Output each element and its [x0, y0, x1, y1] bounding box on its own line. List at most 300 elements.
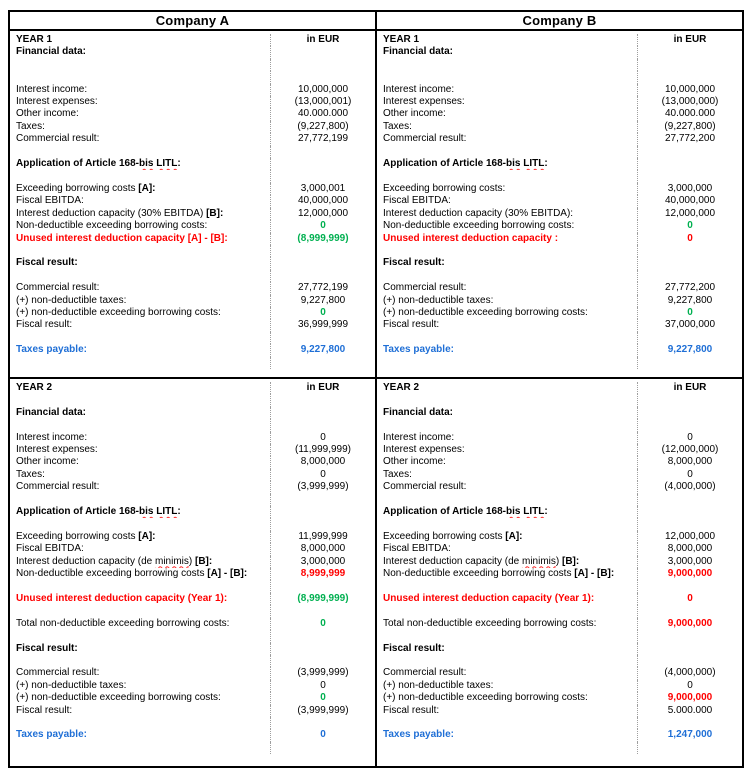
row-label	[377, 494, 637, 506]
row-value: 27,772,199	[270, 282, 375, 294]
row-value	[637, 257, 742, 269]
row-label: Non-deductible exceeding borrowing costs:	[16, 220, 208, 232]
row-label: (+) non-deductible exceeding borrowing costs:	[16, 692, 221, 704]
spacer-row	[377, 170, 742, 182]
data-row	[377, 432, 742, 444]
data-row	[10, 469, 375, 481]
row-label	[10, 568, 270, 580]
data-row	[10, 556, 375, 568]
spacer-row	[377, 146, 742, 158]
spellcheck-underlined-text: bis	[138, 506, 154, 518]
data-row	[377, 307, 742, 319]
label-text: Interest deduction capacity (30% EBITDA)	[16, 207, 207, 219]
row-value: 40,000,000	[270, 195, 375, 207]
row-value	[270, 419, 375, 431]
row-value	[270, 717, 375, 729]
row-value	[637, 394, 742, 406]
row-label: Commercial result:	[16, 481, 100, 493]
row-value	[637, 170, 742, 182]
spacer-row	[10, 580, 375, 592]
row-label: Fiscal EBITDA:	[383, 195, 451, 207]
row-value: (9,227,800)	[637, 121, 742, 133]
row-value: 9,000,000	[637, 568, 742, 580]
row-value: (4,000,000)	[637, 481, 742, 493]
spellcheck-underlined-text: LITL	[156, 506, 178, 518]
row-label	[10, 71, 270, 83]
panel-b-year2-section	[377, 379, 742, 766]
row-value: 8,000,000	[270, 456, 375, 468]
data-row	[10, 692, 375, 704]
row-value	[270, 630, 375, 642]
row-value: 9,227,800	[270, 295, 375, 307]
data-row	[10, 208, 375, 220]
section-title-row	[10, 46, 375, 58]
label-text: [A]:	[138, 530, 156, 542]
row-label: Financial data:	[383, 46, 454, 58]
row-value: (9,227,800)	[270, 121, 375, 133]
data-row	[377, 84, 742, 96]
row-value	[270, 245, 375, 257]
row-label: Total non-deductible exceeding borrowing costs:	[383, 617, 597, 629]
row-label: Commercial result:	[16, 667, 100, 679]
row-label	[10, 717, 270, 729]
data-row	[10, 84, 375, 96]
label-text: [A]:	[138, 182, 156, 194]
row-value	[270, 71, 375, 83]
spacer-row	[377, 630, 742, 642]
label-text: Exceeding borrowing costs	[383, 530, 506, 542]
section-title-row	[10, 407, 375, 419]
row-label	[10, 245, 270, 257]
data-row	[10, 282, 375, 294]
row-label: Interest expenses:	[383, 96, 465, 108]
label-text: :	[544, 506, 548, 518]
row-label	[377, 332, 637, 344]
row-value: 0	[270, 729, 375, 741]
row-value: (13,000,000)	[637, 96, 742, 108]
row-label: Fiscal result:	[16, 704, 73, 716]
row-label: Fiscal result:	[16, 319, 73, 331]
row-value: 11,999,999	[270, 531, 375, 543]
row-value	[637, 332, 742, 344]
data-row	[10, 667, 375, 679]
row-value: (3,999,999)	[270, 705, 375, 717]
data-row	[377, 121, 742, 133]
row-label: Financial data:	[16, 406, 87, 418]
row-label: (+) non-deductible taxes:	[16, 294, 127, 306]
row-label: Financial data:	[383, 406, 454, 418]
row-label: Fiscal result:	[16, 257, 78, 269]
spellcheck-underlined-text: LITL	[156, 158, 178, 170]
row-value	[637, 605, 742, 617]
row-label: Commercial result:	[16, 133, 100, 145]
section-title-row	[10, 158, 375, 170]
row-value: 0	[637, 307, 742, 319]
row-value: 3,000,000	[270, 556, 375, 568]
row-label: Commercial result:	[383, 667, 467, 679]
row-value	[637, 506, 742, 518]
row-value: 10,000,000	[637, 84, 742, 96]
row-value: 8,000,000	[637, 456, 742, 468]
data-row	[377, 319, 742, 331]
spacer-row	[377, 419, 742, 431]
row-value: 12,000,000	[637, 208, 742, 220]
data-row	[10, 121, 375, 133]
row-label	[10, 655, 270, 667]
data-row	[10, 705, 375, 717]
row-label: Commercial result:	[383, 481, 467, 493]
data-row	[10, 568, 375, 580]
spacer-row	[10, 394, 375, 406]
row-value: (12,000,000)	[637, 444, 742, 456]
row-label: Fiscal result:	[383, 642, 445, 654]
row-label: Fiscal result:	[383, 257, 445, 269]
row-label: Interest income:	[16, 83, 88, 95]
row-value	[270, 494, 375, 506]
row-value	[270, 170, 375, 182]
row-label: YEAR 2	[383, 381, 420, 393]
data-row	[377, 469, 742, 481]
spacer-row	[10, 270, 375, 282]
section-title-row	[10, 643, 375, 655]
data-row	[10, 195, 375, 207]
year-header-row	[377, 382, 742, 394]
label-text: [A] - [B]:	[574, 568, 615, 580]
company-a-panel	[10, 12, 375, 766]
row-label: Interest expenses:	[16, 444, 98, 455]
spacer-row	[10, 332, 375, 344]
row-label: Taxes:	[16, 120, 45, 132]
label-text: )	[188, 555, 195, 567]
row-label: Interest deduction capacity (30% EBITDA):	[383, 207, 574, 219]
row-label: Commercial result:	[383, 282, 467, 294]
row-value	[637, 419, 742, 431]
data-row	[377, 680, 742, 692]
row-value	[637, 59, 742, 71]
row-value	[637, 742, 742, 754]
data-row	[10, 183, 375, 195]
spacer-row	[10, 59, 375, 71]
spacer-row	[10, 419, 375, 431]
data-row	[377, 729, 742, 741]
section-title-row	[377, 46, 742, 58]
row-label: Other income:	[16, 456, 79, 468]
label-text: Application of Article 168-	[383, 158, 506, 170]
data-row	[377, 556, 742, 568]
panel-a-year2-section	[10, 379, 375, 766]
company-b-panel	[375, 12, 742, 766]
label-text: Interest deduction capacity (de	[383, 555, 522, 567]
spacer-row	[10, 518, 375, 530]
row-value	[637, 357, 742, 369]
row-label	[10, 357, 270, 369]
row-label	[377, 556, 637, 568]
data-row	[377, 531, 742, 543]
row-label	[377, 394, 637, 406]
row-label: Fiscal result:	[383, 319, 440, 331]
data-row	[377, 282, 742, 294]
spacer-row	[377, 518, 742, 530]
row-label	[10, 506, 270, 518]
row-value	[270, 605, 375, 617]
row-value	[270, 270, 375, 282]
row-label: Fiscal EBITDA:	[16, 543, 84, 555]
data-row	[377, 233, 742, 245]
data-row	[10, 481, 375, 493]
spellcheck-underlined-text: bis	[505, 158, 521, 170]
data-row	[377, 456, 742, 468]
spacer-row	[10, 494, 375, 506]
row-value	[637, 245, 742, 257]
row-value	[637, 643, 742, 655]
row-value: (8,999,999)	[270, 233, 375, 245]
data-row	[10, 729, 375, 741]
row-label	[10, 394, 270, 406]
data-row	[10, 432, 375, 444]
row-label	[377, 630, 637, 642]
row-value: 8,000,000	[637, 543, 742, 555]
data-row	[377, 618, 742, 630]
row-label	[377, 531, 637, 543]
row-label: Unused interest deduction capacity (Year 1):	[16, 592, 228, 604]
row-value	[637, 655, 742, 667]
row-value: 27,772,199	[270, 133, 375, 145]
row-value	[637, 71, 742, 83]
row-value	[637, 407, 742, 419]
row-label	[10, 518, 270, 530]
row-value: 27,772,200	[637, 133, 742, 145]
data-row	[10, 531, 375, 543]
row-value: 3,000,000	[637, 556, 742, 568]
row-label	[10, 146, 270, 158]
data-row	[10, 543, 375, 555]
spacer-row	[10, 357, 375, 369]
row-label: Taxes:	[383, 120, 412, 132]
row-value: in EUR	[270, 382, 375, 394]
row-value: 9,000,000	[637, 692, 742, 704]
label-text: :	[544, 158, 548, 170]
spacer-row	[377, 245, 742, 257]
comparison-table	[8, 10, 744, 768]
row-value: 40.000.000	[637, 108, 742, 120]
spacer-row	[10, 605, 375, 617]
spacer-row	[377, 742, 742, 754]
row-value	[637, 717, 742, 729]
row-value: 12,000,000	[637, 531, 742, 543]
section-title-row	[377, 257, 742, 269]
row-label	[10, 208, 270, 220]
data-row	[377, 208, 742, 220]
label-text: Interest deduction capacity (de	[16, 555, 155, 567]
row-label: Commercial result:	[383, 133, 467, 145]
row-label: Taxes:	[383, 468, 412, 480]
row-value: 0	[270, 692, 375, 704]
row-value: 9,227,800	[637, 344, 742, 356]
row-label	[10, 158, 270, 170]
row-value	[270, 357, 375, 369]
row-label	[377, 580, 637, 592]
spacer-row	[10, 742, 375, 754]
row-label: Exceeding borrowing costs:	[383, 182, 506, 194]
label-text: [B]:	[206, 207, 224, 219]
spacer-row	[10, 245, 375, 257]
row-label: (+) non-deductible taxes:	[383, 294, 494, 306]
row-value: 0	[637, 680, 742, 692]
data-row	[377, 593, 742, 605]
data-row	[10, 96, 375, 108]
data-row	[377, 133, 742, 145]
row-label	[377, 568, 637, 580]
spacer-row	[10, 170, 375, 182]
data-row	[377, 667, 742, 679]
spellcheck-underlined-text: LITL	[523, 506, 545, 518]
label-text: Non-deductible exceeding borrowing costs	[383, 568, 575, 580]
row-label	[10, 59, 270, 71]
spellcheck-underlined-text: minimis	[521, 555, 556, 567]
spacer-row	[10, 655, 375, 667]
row-label: Interest expenses:	[16, 96, 98, 108]
row-label	[10, 270, 270, 282]
row-value: 1,247,000	[637, 729, 742, 741]
row-value: 40,000,000	[637, 195, 742, 207]
row-value: 27,772,200	[637, 282, 742, 294]
row-value: 9,227,800	[637, 295, 742, 307]
row-label	[377, 655, 637, 667]
section-title-row	[377, 506, 742, 518]
row-value	[637, 630, 742, 642]
row-value	[270, 394, 375, 406]
row-label: Unused interest deduction capacity [A] - [B]:	[16, 232, 228, 244]
data-row	[377, 692, 742, 704]
row-label	[10, 531, 270, 543]
label-text: [B]:	[561, 555, 580, 567]
label-text: Application of Article 168-	[383, 506, 506, 518]
row-value: 8,999,999	[270, 568, 375, 580]
row-label	[377, 605, 637, 617]
row-label	[377, 158, 637, 170]
panel-a-year1-section	[10, 31, 375, 379]
row-label	[377, 59, 637, 71]
data-row	[10, 680, 375, 692]
row-label: Unused interest deduction capacity (Year 1):	[383, 592, 595, 604]
row-value: (13,000,001)	[270, 96, 375, 108]
row-label: Interest income:	[383, 83, 455, 95]
row-label: Interest income:	[383, 431, 455, 443]
spacer-row	[377, 394, 742, 406]
row-value: 0	[637, 220, 742, 232]
row-value: 10,000,000	[270, 84, 375, 96]
row-label: Fiscal result:	[16, 642, 78, 654]
company-a-title: Company A	[10, 12, 375, 31]
year-header-row	[10, 34, 375, 46]
row-label	[377, 357, 637, 369]
row-value: (8,999,999)	[270, 593, 375, 605]
data-row	[377, 183, 742, 195]
row-label: Other income:	[16, 108, 79, 120]
row-label: Taxes payable:	[16, 344, 87, 356]
spacer-row	[377, 655, 742, 667]
row-label	[377, 146, 637, 158]
row-label	[377, 717, 637, 729]
data-row	[377, 220, 742, 232]
row-label: Other income:	[383, 108, 446, 120]
row-label: Fiscal result:	[383, 704, 440, 716]
row-value: 0	[270, 680, 375, 692]
row-label: Taxes payable:	[16, 729, 87, 741]
row-value: 3,000,001	[270, 183, 375, 195]
row-value	[270, 580, 375, 592]
row-value	[270, 146, 375, 158]
row-value: 8,000,000	[270, 543, 375, 555]
row-value: 9,000,000	[637, 618, 742, 630]
data-row	[10, 295, 375, 307]
row-value	[270, 655, 375, 667]
row-value: 0	[270, 432, 375, 444]
row-value: 5.000.000	[637, 705, 742, 717]
row-value: 0	[270, 469, 375, 481]
row-label: Unused interest deduction capacity :	[383, 232, 559, 244]
data-row	[10, 220, 375, 232]
row-label: (+) non-deductible taxes:	[383, 679, 494, 691]
data-row	[10, 307, 375, 319]
row-value	[637, 270, 742, 282]
row-value	[637, 518, 742, 530]
company-b-title: Company B	[377, 12, 742, 31]
row-label	[377, 518, 637, 530]
row-label	[10, 742, 270, 754]
spacer-row	[10, 71, 375, 83]
row-value	[270, 46, 375, 58]
spacer-row	[377, 357, 742, 369]
row-value	[270, 506, 375, 518]
row-label: Interest expenses:	[383, 444, 465, 455]
row-label: YEAR 1	[383, 34, 420, 45]
row-label	[10, 494, 270, 506]
data-row	[377, 344, 742, 356]
row-value: (11,999,999)	[270, 444, 375, 456]
row-value: (3,999,999)	[270, 481, 375, 493]
row-value: 0	[270, 307, 375, 319]
data-row	[377, 705, 742, 717]
row-value	[637, 158, 742, 170]
row-label: (+) non-deductible exceeding borrowing costs:	[383, 306, 588, 318]
row-label	[10, 183, 270, 195]
row-value: 0	[270, 220, 375, 232]
year-header-row	[377, 34, 742, 46]
row-value: 9,227,800	[270, 344, 375, 356]
row-label: Total non-deductible exceeding borrowing costs:	[16, 617, 230, 629]
row-label: YEAR 2	[16, 381, 53, 393]
data-row	[10, 593, 375, 605]
spacer-row	[377, 717, 742, 729]
row-label	[377, 71, 637, 83]
data-row	[377, 108, 742, 120]
row-value	[637, 146, 742, 158]
row-value	[270, 518, 375, 530]
row-value	[270, 59, 375, 71]
spacer-row	[377, 605, 742, 617]
row-label: Fiscal EBITDA:	[383, 543, 451, 555]
data-row	[10, 444, 375, 456]
row-value	[270, 158, 375, 170]
section-title-row	[377, 158, 742, 170]
data-row	[377, 444, 742, 456]
row-value	[637, 46, 742, 58]
label-text: Application of Article 168-	[16, 506, 139, 518]
row-value	[637, 580, 742, 592]
section-title-row	[377, 643, 742, 655]
row-value: 36,999,999	[270, 319, 375, 331]
